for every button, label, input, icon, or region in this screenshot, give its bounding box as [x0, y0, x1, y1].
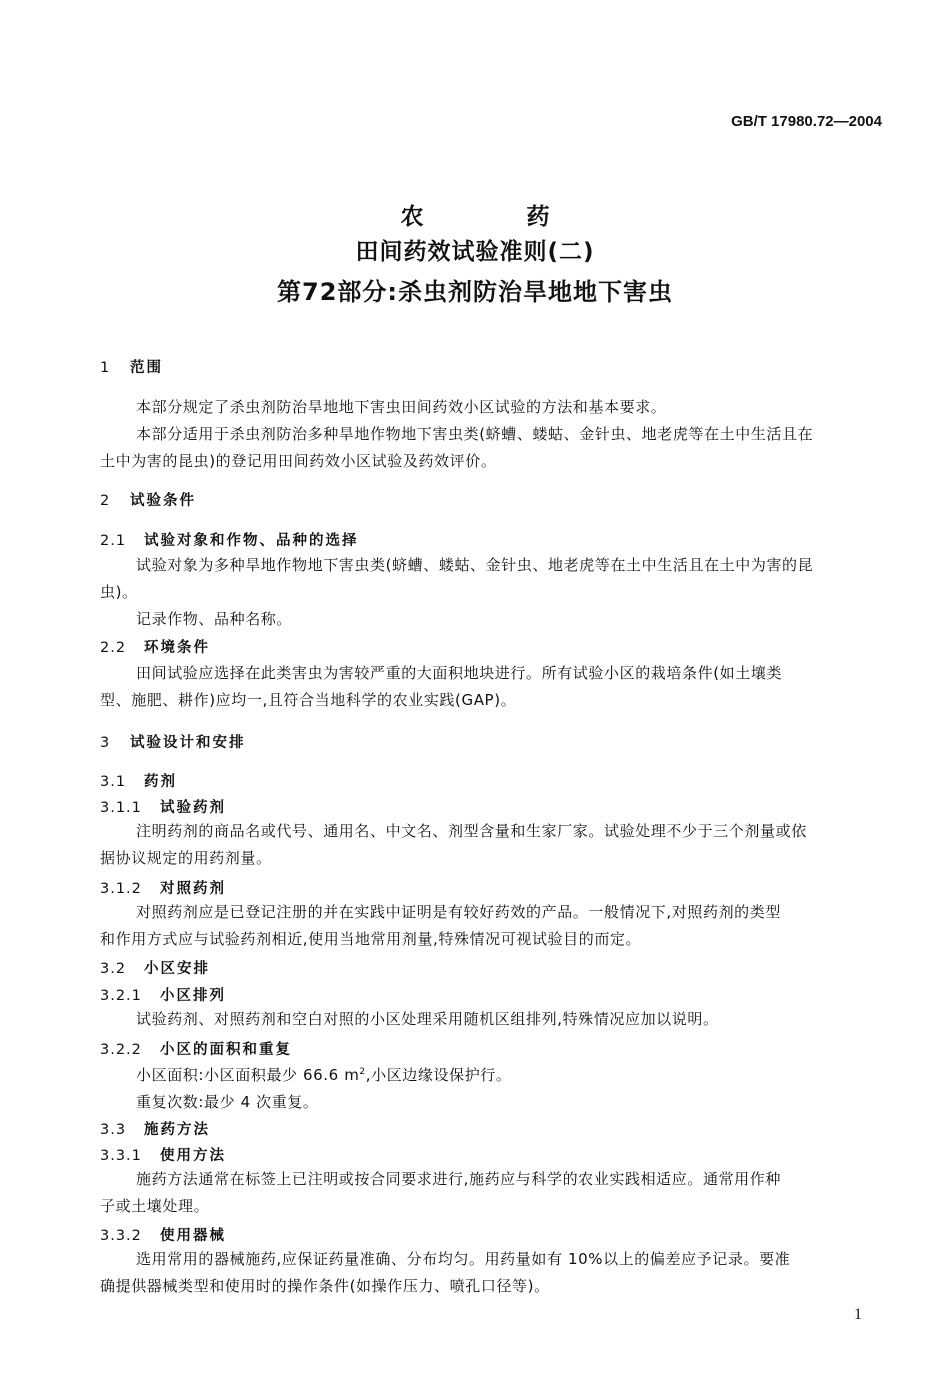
heading-3-3-2: [100, 1224, 226, 1245]
text-line: 本部分适用于杀虫剂防治多种旱地作物地下害虫类(蛴螬、蝼蛄、金针虫、地老虎等在土中生活且在: [136, 425, 814, 443]
text-line: 虫)。: [100, 583, 138, 601]
heading-label: 试验条件: [130, 493, 196, 509]
heading-number: 3.2.1: [100, 988, 142, 1004]
heading-number: 1: [100, 360, 111, 376]
paragraph: [100, 660, 880, 714]
heading-3-1: [100, 770, 177, 791]
heading-label: 试验设计和安排: [130, 735, 246, 751]
text-line: 和作用方式应与试验药剂相近,使用当地常用剂量,特殊情况可视试验目的而定。: [100, 930, 642, 948]
heading-3: [100, 731, 246, 752]
text-line: 施药方法通常在标签上已注明或按合同要求进行,施药应与科学的农业实践相适应。通常用作种: [136, 1170, 781, 1188]
paragraph: [100, 1166, 880, 1220]
page-number: 1: [854, 1306, 862, 1323]
heading-label: 对照药剂: [160, 881, 226, 897]
text-line: 试验对象为多种旱地作物地下害虫类(蛴螬、蝼蛄、金针虫、地老虎等在土中生活且在土中为害的昆: [136, 556, 814, 574]
heading-3-3: [100, 1118, 210, 1139]
title-line-3: 第72部分:杀虫剂防治旱地地下害虫: [277, 278, 673, 306]
heading-number: 2: [100, 493, 111, 509]
heading-3-1-2: [100, 877, 226, 898]
text-line: 田间试验应选择在此类害虫为害较严重的大面积地块进行。所有试验小区的栽培条件(如土壤类: [136, 664, 783, 682]
heading-label: 施药方法: [144, 1122, 210, 1138]
title-line-1: 农 药: [400, 204, 590, 230]
text-line: 型、施肥、耕作)应均一,且符合当地科学的农业实践(GAP)。: [100, 691, 517, 709]
heading-3-3-1: [100, 1144, 226, 1165]
text-line: 试验药剂、对照药剂和空白对照的小区处理采用随机区组排列,特殊情况应加以说明。: [136, 1010, 719, 1028]
text-line: 据协议规定的用药剂量。: [100, 849, 272, 867]
heading-label: 范围: [130, 360, 163, 376]
heading-label: 小区安排: [144, 961, 210, 977]
heading-3-2: [100, 957, 210, 978]
heading-number: 2.2: [100, 640, 127, 656]
heading-label: 环境条件: [144, 640, 210, 656]
paragraph: [100, 1246, 880, 1300]
text-line: 重复次数:最少 4 次重复。: [136, 1093, 319, 1111]
text-line: 子或土壤处理。: [100, 1197, 210, 1215]
heading-label: 小区排列: [160, 988, 226, 1004]
text-line: 本部分规定了杀虫剂防治旱地地下害虫田间药效小区试验的方法和基本要求。: [136, 398, 667, 416]
standard-code: GB/T 17980.72—2004: [731, 113, 882, 130]
heading-3-2-1: [100, 984, 226, 1005]
heading-number: 3.1.2: [100, 881, 142, 897]
heading-label: 使用器械: [160, 1228, 226, 1244]
heading-number: 3.3.2: [100, 1228, 142, 1244]
heading-label: 小区的面积和重复: [160, 1042, 292, 1058]
heading-number: 3: [100, 735, 111, 751]
text-line: 土中为害的昆虫)的登记用田间药效小区试验及药效评价。: [100, 452, 497, 470]
text-line: 记录作物、品种名称。: [136, 610, 293, 628]
heading-2: [100, 489, 196, 510]
area-text-tail: ,小区边缘设保护行。: [365, 1066, 512, 1084]
text-line: 注明药剂的商品名或代号、通用名、中文名、剂型含量和生家厂家。试验处理不少于三个剂量或依: [136, 822, 807, 840]
heading-label: 使用方法: [160, 1148, 226, 1164]
text-line: [100, 1059, 880, 1089]
heading-label: 试验对象和作物、品种的选择: [144, 533, 359, 549]
paragraph: [100, 899, 880, 953]
paragraph: [100, 552, 880, 633]
area-text: 小区面积:小区面积最少 66.6 m: [136, 1066, 360, 1084]
heading-number: 3.1.1: [100, 800, 142, 816]
paragraph: [100, 818, 880, 872]
heading-2-2: [100, 636, 210, 657]
heading-number: 3.3: [100, 1122, 127, 1138]
text-line: 选用常用的器械施药,应保证药量准确、分布均匀。用药量如有 10%以上的偏差应予记录。要准: [136, 1250, 791, 1268]
text-line: 确提供器械类型和使用时的操作条件(如操作压力、喷孔口径等)。: [100, 1277, 550, 1295]
paragraph: [100, 394, 880, 475]
text-line: 对照药剂应是已登记注册的并在实践中证明是有较好药效的产品。一般情况下,对照药剂的类型: [136, 903, 781, 921]
heading-number: 3.1: [100, 774, 127, 790]
heading-label: 试验药剂: [160, 800, 226, 816]
superscript: 2: [359, 1067, 366, 1077]
heading-3-2-2: [100, 1038, 292, 1059]
heading-1: [100, 356, 163, 377]
heading-3-1-1: [100, 796, 226, 817]
heading-number: 2.1: [100, 533, 127, 549]
heading-2-1: [100, 529, 359, 550]
heading-number: 3.3.1: [100, 1148, 142, 1164]
paragraph: [100, 1006, 880, 1033]
heading-number: 3.2: [100, 961, 127, 977]
paragraph: [100, 1059, 880, 1116]
title-line-2: 田间药效试验准则(二): [355, 239, 595, 265]
heading-number: 3.2.2: [100, 1042, 142, 1058]
heading-label: 药剂: [144, 774, 177, 790]
